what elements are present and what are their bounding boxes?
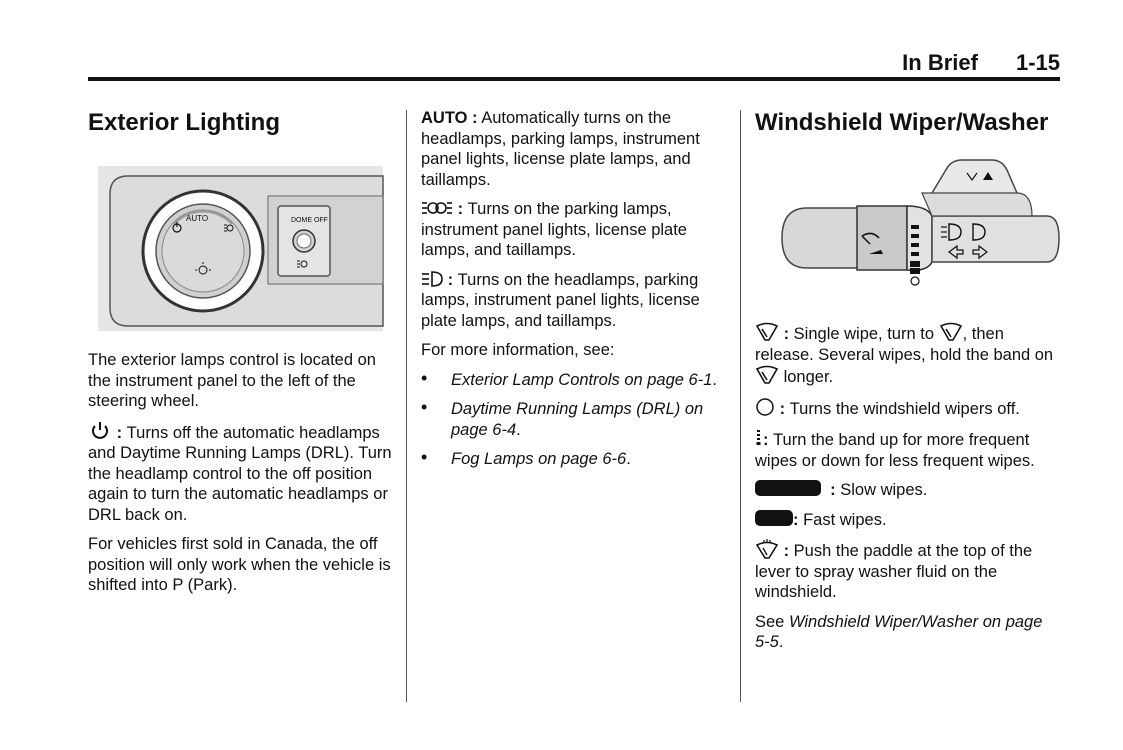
reference-item: • Daytime Running Lamps (DRL) on page 6-4. bbox=[421, 399, 727, 440]
headlamp-icon bbox=[421, 270, 443, 288]
auto-description bbox=[421, 108, 727, 190]
column-divider-1 bbox=[406, 110, 407, 702]
washer-text: Push the paddle at the top of the lever to spray washer fluid on the windshield. bbox=[755, 542, 1033, 601]
section-title: In Brief bbox=[902, 50, 978, 75]
slow-wipes-description: : Slow wipes. bbox=[755, 480, 1060, 501]
headlamps-text: Turns on the headlamps, parking lamps, instrument panel lights, license plate lamps, and taillamps. bbox=[421, 270, 700, 330]
reference-item: • Fog Lamps on page 6-6. bbox=[421, 449, 727, 470]
wiper-washer-heading: Windshield Wiper/Washer bbox=[755, 109, 1049, 136]
canada-note: For vehicles first sold in Canada, the off position will only work when the vehicle is shifted into P (Park). bbox=[88, 535, 391, 594]
fast-wipes-text: Fast wipes. bbox=[803, 510, 887, 529]
slow-wipes-bar-icon bbox=[755, 480, 821, 496]
exterior-lamps-intro: The exterior lamps control is located on the instrument panel to the left of the steering wheel. bbox=[88, 351, 376, 410]
wiper-mist-icon bbox=[755, 365, 779, 385]
fast-wipes-description: : Fast wipes. bbox=[755, 510, 1060, 531]
off-description: : Turns off the automatic headlamps and Daytime Running Lamps (DRL). Turn the headlamp control to the off position again to turn the automatic headlamps or DRL back on. bbox=[88, 421, 393, 526]
band-text: Turn the band up for more frequent wipes or down for less frequent wipes. bbox=[755, 431, 1035, 470]
page-header bbox=[88, 50, 1060, 80]
auto-position-label: AUTO bbox=[186, 214, 209, 223]
slow-wipes-text: Slow wipes. bbox=[840, 481, 928, 499]
reference-list bbox=[421, 370, 727, 470]
single-wipe-text-c: longer. bbox=[783, 368, 834, 386]
single-wipe-description: : Single wipe, turn to , then release. Several wipes, hold the band on longer. bbox=[755, 322, 1060, 388]
wiper-off-description: : Turns the windshield wipers off. bbox=[755, 397, 1060, 420]
column-divider-2 bbox=[740, 110, 741, 702]
page-number: 1-15 bbox=[1015, 50, 1060, 75]
power-off-icon bbox=[88, 421, 112, 441]
reference-link[interactable]: Windshield Wiper/Washer on page 5-5 bbox=[755, 612, 1043, 651]
reference-link[interactable]: Daytime Running Lamps (DRL) on page 6-4 bbox=[451, 400, 704, 439]
parking-lamps-description: : Turns on the parking lamps, instrument panel lights, license plate lamps, and taillamps. bbox=[421, 200, 687, 259]
column-lamp-positions bbox=[421, 108, 727, 479]
single-wipe-text-b: , then release. Several wipes, hold the band on bbox=[755, 325, 1054, 364]
wiper-lever-illustration bbox=[777, 158, 1067, 298]
off-description-text: Turns off the automatic headlamps and Daytime Running Lamps (DRL). Turn the headlamp control to the off position again to turn the automatic headlamps or DRL back on. bbox=[88, 423, 392, 524]
header-rule bbox=[88, 77, 1060, 81]
headlamp-control-illustration bbox=[98, 166, 393, 334]
more-info-label: For more information, see: bbox=[421, 341, 615, 359]
wiper-mist-icon bbox=[939, 322, 963, 342]
fast-wipes-bar-icon bbox=[755, 510, 793, 526]
reference-item: • Exterior Lamp Controls on page 6-1. bbox=[421, 370, 727, 391]
column-exterior-lighting bbox=[88, 108, 393, 605]
washer-fluid-icon bbox=[755, 539, 779, 559]
single-wipe-text-a: Single wipe, turn to bbox=[793, 325, 935, 343]
dome-off-label: DOME OFF bbox=[291, 217, 328, 224]
reference-link[interactable]: Exterior Lamp Controls on page 6-1 bbox=[451, 370, 713, 389]
auto-description-text: Automatically turns on the headlamps, parking lamps, instrument panel lights, license plate lamps, and taillamps. bbox=[421, 109, 700, 189]
headlamps-description: : Turns on the headlamps, parking lamps, instrument panel lights, license plate lamps, and taillamps. bbox=[421, 270, 700, 330]
parking-lamps-icon bbox=[421, 199, 453, 217]
column-windshield-wiper bbox=[755, 108, 1060, 662]
wiper-mist-icon bbox=[755, 322, 779, 342]
reference-link[interactable]: Fog Lamps on page 6-6 bbox=[451, 450, 627, 468]
exterior-lighting-heading: Exterior Lighting bbox=[88, 109, 280, 136]
auto-label: AUTO : bbox=[421, 109, 478, 127]
see-reference: See Windshield Wiper/Washer on page 5-5. bbox=[755, 612, 1043, 651]
band-description: : Turn the band up for more frequent wipes or down for less frequent wipes. bbox=[755, 428, 1060, 471]
delay-band-icon bbox=[755, 428, 763, 448]
wiper-off-text: Turns the windshield wipers off. bbox=[789, 399, 1020, 418]
off-circle-icon bbox=[755, 397, 775, 417]
washer-description: : Push the paddle at the top of the lever to spray washer fluid on the windshield. bbox=[755, 539, 1060, 603]
parking-lamps-text: Turns on the parking lamps, instrument panel lights, license plate lamps, and taillamps. bbox=[421, 200, 687, 259]
